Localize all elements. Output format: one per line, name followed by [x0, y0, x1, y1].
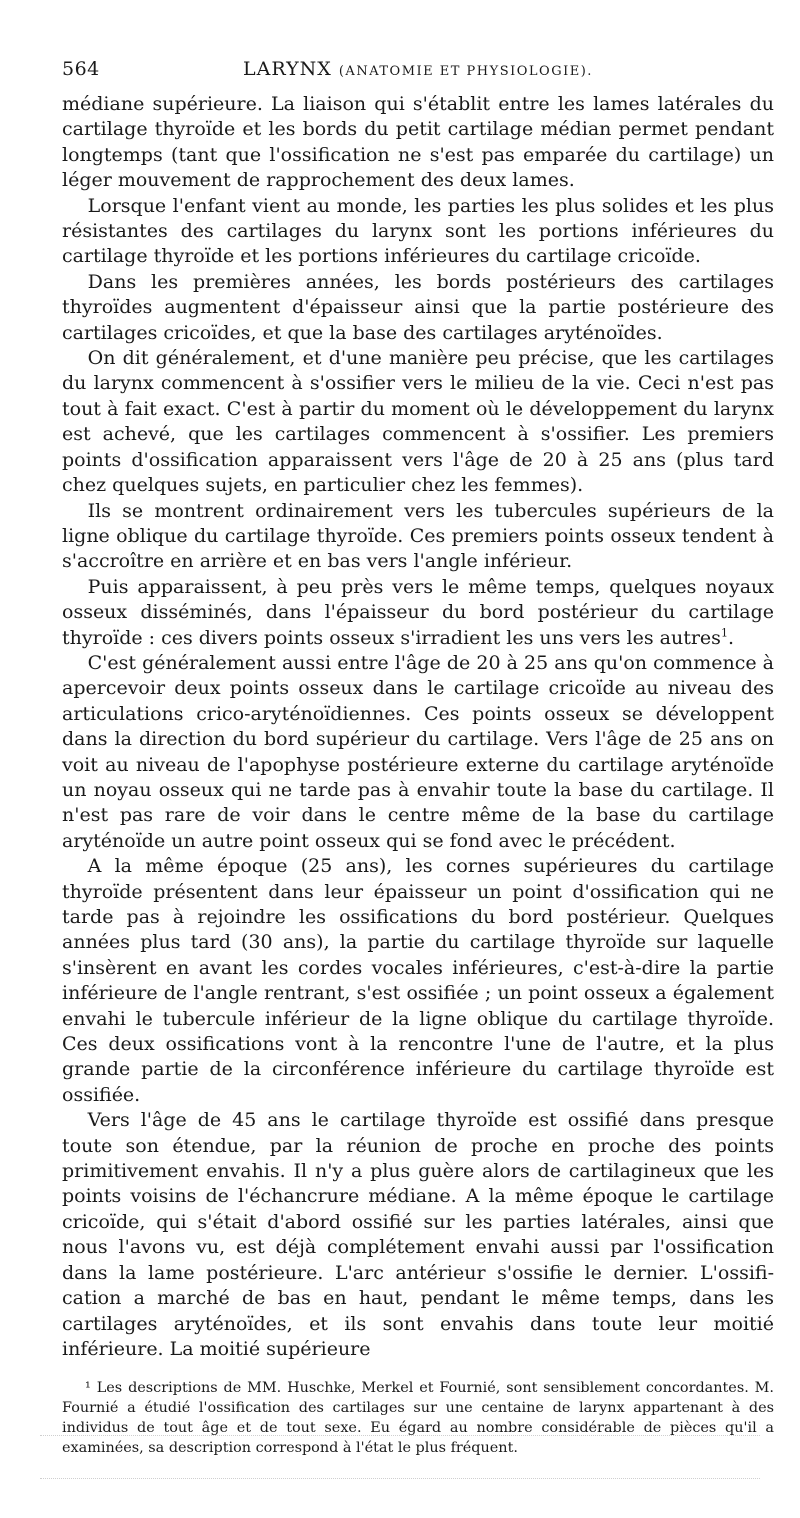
- paragraph-4: On dit généralement, et d'une manière peu précise, que les cartilages du larynx commencent à s'ossifier vers le milieu de la vie. Ceci n'est pas tout à fait exact. C'est à partir du moment où le développement du larynx est achevé, que les cartilages commencent à s'ossifier. Les premiers points d'ossification apparaissent vers l'âge de 20 à 25 ans (plus tard chez quelques sujets, en particulier chez les femmes).: [62, 347, 774, 497]
- paragraph-9: Vers l'âge de 45 ans le cartilage thyroïde est ossifié dans presque toute son étendue, par la réunion de proche en proche des points primitivement envahis. Il n'y a plus guère alors de cartilagineux que les points voisins de l'échancrure médiane. A la même époque le cartilage cricoïde, qui s'était d'abord ossifié sur les parties latérales, ainsi que nous l'avons vu, est déjà complétement envahi aussi par l'ossification dans la lame postérieure. L'arc antérieur s'ossifie le dernier. L'ossification a marché de bas en haut, pendant le même temps, dans les cartilages aryténoïdes, et ils sont envahis dans toute leur moitié inférieure. La moitié supérieure: [62, 1109, 774, 1360]
- running-head: [62, 58, 774, 80]
- paragraph-1: médiane supérieure. La liaison qui s'établit entre les lames latérales du cartilage thyroïde et les bords du petit cartilage médian permet pendant longtemps (tant que l'ossification ne s'est pas emparée du cartilage) un léger mouvement de rapprochement des deux lames.: [62, 93, 774, 192]
- body-text: [62, 92, 774, 1362]
- footnote-reference[interactable]: 1: [720, 626, 728, 640]
- page-number: 564: [62, 58, 100, 80]
- paragraph-7: C'est généralement aussi entre l'âge de 20 à 25 ans qu'on commence à apercevoir deux points osseux dans le cartilage cricoïde au niveau des articulations crico-aryténoïdiennes. Ces points osseux se développent dans la direction du bord supérieur du cartilage. Vers l'âge de 25 ans on voit au niveau de l'apophyse postérieure externe du cartilage aryténoïde un noyau osseux qui ne tarde pas à envahir toute la base du cartilage. Il n'est pas rare de voir dans le centre même de la base du cartilage aryténoïde un autre point osseux qui se fond avec le précédent.: [62, 651, 774, 852]
- paragraph-2: Lorsque l'enfant vient au monde, les parties les plus solides et les plus résistantes des cartilages du larynx sont les portions inférieures du cartilage thyroïde et les portions inférieures du cartilage cricoïde.: [62, 194, 774, 268]
- running-head-title: LARYNX: [243, 58, 332, 80]
- paragraph-8: A la même époque (25 ans), les cornes supérieures du cartilage thyroïde présentent dans leur épaisseur un point d'ossification qui ne tarde pas à rejoindre les ossifications du bord postérieur. Quelques années plus tard (30 ans), la partie du cartilage thyroïde sur laquelle s'insèrent en avant les cordes vocales inférieures, c'est-à-dire la partie inférieure de l'angle rentrant, s'est ossifiée ; un point osseux a également envahi le tubercule inférieur de la ligne oblique du cartilage thyroïde. Ces deux ossifications vont à la rencontre l'une de l'autre, et la plus grande partie de la circonférence inférieure du cartilage thyroïde est ossifiée.: [62, 855, 774, 1106]
- footnote-text: Les descriptions de MM. Huschke, Merkel et Fournié, sont sensiblement concordantes. M. Fournié a étudié l'ossification des cartilages sur une centaine de larynx appartenant à des individus de tout âge et de tout sexe. Eu égard au nombre considérable de pièces qu'il a examinées, sa description correspond à l'état le plus fréquent.: [62, 1380, 774, 1457]
- footnotes: [62, 1378, 774, 1458]
- footnote-marker: ¹: [85, 1380, 91, 1397]
- print-artifact-line: [40, 1435, 760, 1437]
- print-artifact-line: [40, 1478, 760, 1480]
- paragraph-5: Ils se montrent ordinairement vers les tubercules supérieurs de la ligne oblique du cartilage thyroïde. Ces premiers points osseux tendent à s'accroître en arrière et en bas vers l'angle inférieur.: [62, 499, 774, 573]
- footnote-1: [62, 1378, 774, 1458]
- running-head-subtitle: (ANATOMIE ET PHYSIOLOGIE).: [338, 64, 593, 79]
- paragraph-3: Dans les premières années, les bords postérieurs des cartilages thyroïdes augmentent d'épaisseur ainsi que la partie postérieure des cartilages cricoïdes, et que la base des cartilages aryténoïdes.: [62, 270, 774, 344]
- paragraph-6: Puis apparaissent, à peu près vers le même temps, quelques noyaux osseux disséminés, dans l'épaisseur du bord postérieur du cartilage thyroïde : ces divers points osseux s'irradient les uns vers les autres$^1$.: [62, 575, 774, 649]
- paragraph-6-text: Puis apparaissent, à peu près vers le même temps, quelques noyaux osseux disséminés, dans l'épaisseur du bord postérieur du cartilage thyroïde : ces divers points osseux s'irradient les uns vers les autres: [62, 575, 774, 649]
- page-header: [62, 58, 774, 88]
